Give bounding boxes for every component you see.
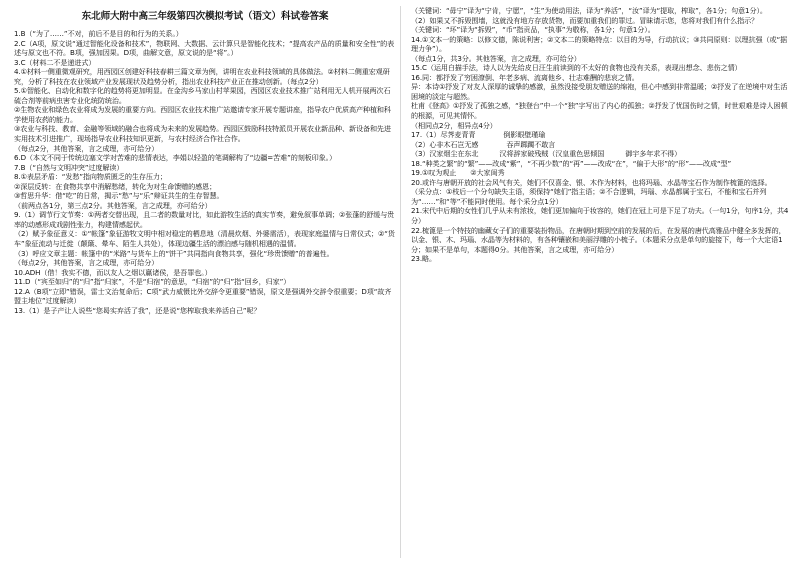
answer-8-scoring: （前两点各1分，第三点2分。其他答案，言之成理，亦可给分） xyxy=(14,200,212,210)
answer-9-part-3: （3）呼应文章主题：帐篷中的“米路”与货车上的“饼干”共同指向食物共享，强化“珍贵馈赠”的普遍性。 xyxy=(14,248,334,258)
right-column xyxy=(411,6,791,264)
answer-19: 19.①叹为观止 ②大家闺秀 xyxy=(411,168,505,178)
answer-21: 21.宋代中后期的女性们几乎从未有浓妆，她们更加偏向于妆容的，她们在冠上可是下足了功夫。（一句1分，句序1分，共4分） xyxy=(411,206,789,226)
answer-13-keywords-2: （关键词：“坏”译为“拆毁”，“币”指贡品，“执事”为敬称，各1分；句意1分）。 xyxy=(411,25,655,35)
answer-13-part-2: （2）如果又不拆毁围墙，这就没有地方存放货物，而要加重我们的罪过。冒昧请示您，您将对我们有什么指示？ xyxy=(411,15,759,25)
column-divider xyxy=(400,6,401,558)
answer-8-point-1: 8.①表层矛盾：“发愁”指向物质匮乏的生存压力； xyxy=(14,172,167,182)
answer-16-diff-2: 杜甫《登高》①抒发了孤独之感，“独登台”中一个“独”字写出了内心的孤独；②抒发了忧国伤时之情，时世艰难是诗人困顿的根源，可见其情怀。 xyxy=(411,101,788,121)
answer-20-scoring: （采分点：①枝后一个分句缺失主语，须保持“她们”指主语；②不合逻辑，玛瑙、水晶都属于宝石，不能和宝石并列为“……”和“等”不能同时使用。每个采分点1分） xyxy=(411,187,767,206)
answer-8-point-2: ②深层反转：在食物共享中消解愁绪，转化为对生命馈赠的感恩； xyxy=(14,181,217,191)
answer-18: 18.“种类之繁”的“繁”——改成“紫”，“不再少数”的“再”——改成“在”，“偏于大形”的“形”——改成“型” xyxy=(411,158,732,168)
answer-9-part-2: （2）赋予象征意义：①“帐篷”象征游牧文明中相对稳定的栖息地（清晨炊烟、外婆需活），表现家庭温情与日常仪式；②“货车”象征流动与迁徙（颠簸、晕车、陌生人共处），体现边疆生活的漂泊感与随机相遇的温情。 xyxy=(14,229,395,249)
answer-11: 11.D（“宾至如归”的“归”指“归家”，不是“归宿”的意思，“归宿”的“归”指“回乡，归家”） xyxy=(14,277,291,287)
answer-6: 6.D（本文不同于传统边塞文学对苦难的悲情表达，李娟以轻盈的笔调解构了“边疆=苦难”的刻板印象。） xyxy=(14,153,337,163)
answer-15: 15.C（运用白描手法，诗人以为先给皮日汪生前读到的不太好的食物也没有关系，表现出想念、悲伤之情） xyxy=(411,63,742,73)
answer-2: 2.C（A项，原文说“通过智能化设备和技术”，物联网、大数据、云计算只是智能化技术；“提高农产品的质量和安全性”的表述与原文也不符。B项，强加因果。D项，曲解文意，原文说的是“将”。） xyxy=(14,38,395,58)
answer-14: 14.①文本一的策略：以修文德，陈说利害；②文本二的策略特点：以目的为导，行动抗议；③共同原则：以理抗强（或“据理力争”）。 xyxy=(411,34,788,54)
document-title: 东北师大附中高三年级第四次模拟考试（语文）科试卷答案 xyxy=(81,11,329,22)
answer-5-point-2: ②生物农业和绿色农业将成为发展的重要方向。西园区农业技术推广站邀请专家开展专题讲座，指导农户优质高产种植和科学使用农药的能力。 xyxy=(14,105,391,124)
answer-17-line-1: 17.（1）尽荠麦青青 倒影眼壁瑾瑜 xyxy=(411,130,546,140)
left-column xyxy=(14,6,396,315)
answer-12: 12.A（B项“立即”错误，雷士文治复命后；C项“武力威慑比外交辞令更重要”错误，原文是强调外交辞令很重要；D项“故齐盟主地位”过度解读） xyxy=(14,286,392,306)
answer-16-scoring: （相同点2分，相异点4分） xyxy=(411,120,497,130)
answer-16-same: 16.同：都抒发了穷困潦倒、年老多病、流离他乡、壮志难酬的悲哀之情。 xyxy=(411,72,639,82)
answer-10: 10.ADH（借！我实不德，而以友人之烟以赢诸侯，是吾罪也。） xyxy=(14,267,212,277)
answer-13-keywords-1: （关键词：“毋宁”译为“宁肯，宁愿”，“生”为使动用法，译为“养活”，“汝”译为“提取，榨取”，各1分；句意1分）。 xyxy=(411,6,767,15)
answer-17-line-2: （2）心非木石岂无感 吞声踯躅不敢言 xyxy=(411,139,556,149)
answer-1: 1.B（“为了……”不对，前后不是目的和行为的关系。） xyxy=(14,29,183,38)
answer-4: 4.①材料一侧重微观研究，用西园区创建好科技春耕三篇文章为例，讲明在农业科技领域的具体做法。②材料二侧重宏观研究，分析了科技在农业领域产业发展现状及趋势分析，指出农业科技产业正在推动创新。（每点2分） xyxy=(14,67,390,86)
answer-5-scoring: （每点2分，其他答案，言之成理，亦可给分） xyxy=(14,143,159,153)
answer-9-scoring: （每点2分，其他答案，言之成理，亦可给分） xyxy=(14,258,159,268)
answer-5-point-1: 5.①智能化、自动化和数字化的趋势将更加明显。在金沟乡马家山村苹果园，西园区农业技术推广站利用无人机开展两次石硫合剂等前病虫害专业化统防统治。 xyxy=(14,86,391,105)
answer-7: 7.B（“自然与文明冲突”过度解读） xyxy=(14,162,124,172)
answer-3: 3.C（材料二不是递进式） xyxy=(14,57,96,67)
answer-22: 22.梳篦是一个特技的幽藏女子们的重要装扮物品，在唐朝时期到空前的发展的后，在发展的唐代高雅品中健全多发挥的，以金、银、木、玛瑙、水晶等为材料的，有各种镶嵌和美丽浮雕的小梳子。（本题采分点是单句的旋接下，每一个大定语1分；如果不是单句，本题得0分。其他答案，言之成理，亦可给分） xyxy=(411,225,786,254)
answer-13-part-1: 13.（1）是子产让人说些“您曷实弃活了我”，还是说“您榨取我来养活自己”呢？ xyxy=(14,305,261,315)
answer-8-point-3: ③哲思升华：借“吃”的日常，揭示“愁”与“乐”辩证共生的生存智慧。 xyxy=(14,191,224,201)
answer-16-diff-1: 异：本诗①抒发了对友人深厚的诚挚的感激，虽然没接受朋友赠送的绵袍，但心中感到非常温暖；②抒发了在逆境中对生活困境的淡定与超然。 xyxy=(411,82,788,101)
answer-9-part-1: 9.（1）调节行文节奏：①两者交替出现，且二者的数量对比，如此游牧生活的真实节奏，避免叙事单调；②张蓬的舒缓与贵率的动感形成戏剧性张力，构建情感起伏。 xyxy=(14,210,395,229)
answer-5-point-3: ③农业与科技、教育、金融等领域的融合也将成为未来的发展趋势。西园区鼓励科技特派员开展农业新品种、新设备和先进实用技术引进推广，现场指导农业科技知识更新，与农村经济合作社合作。 xyxy=(14,124,391,144)
answer-14-scoring: （每点1分，共3分。其他答案，言之成理，亦可给分） xyxy=(411,53,581,63)
answer-17-line-3: （3）汉家烟尘在东北 汉将辞家破残贼（汉皇重色思倾国 御宇多年求不得） xyxy=(411,149,682,159)
answer-23: 23.略。 xyxy=(411,254,436,264)
answer-20: 20.或许与唐朝开放的社会风气有关，她们不仅喜金、银、木作为材料，也将玛瑙、水晶等宝石作为制作梳篦的选择。 xyxy=(411,177,772,187)
